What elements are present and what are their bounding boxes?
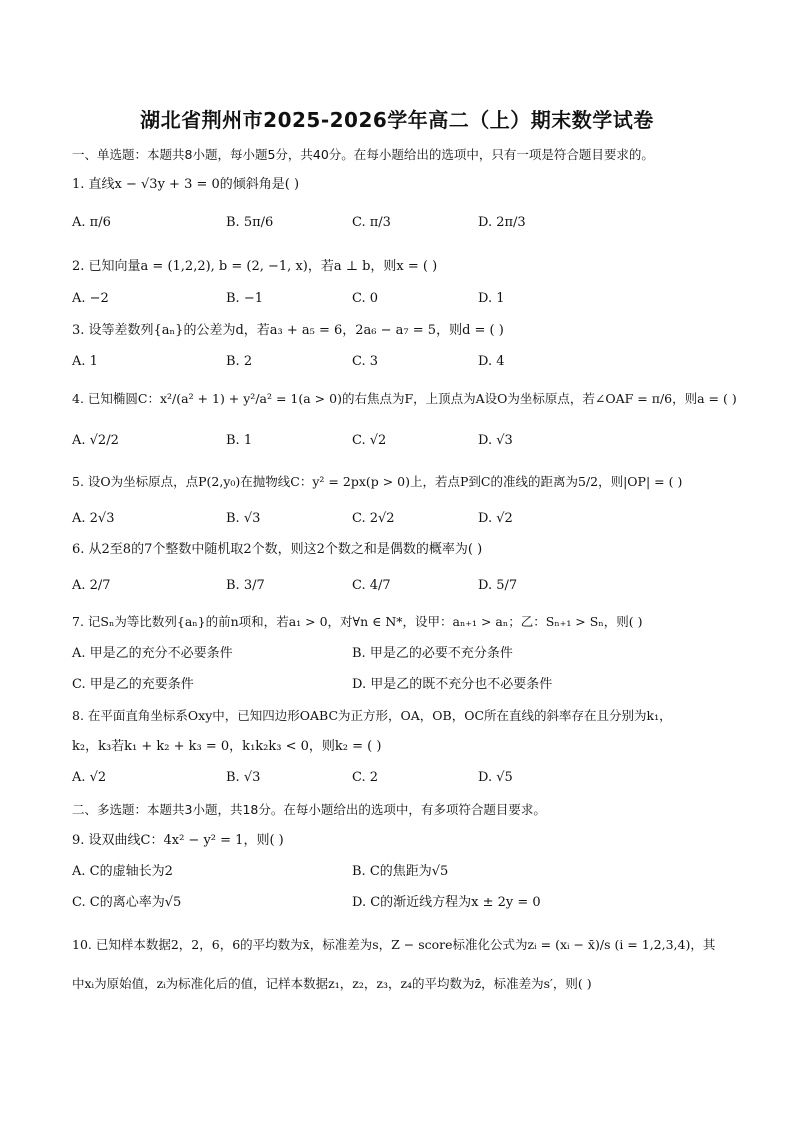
q6-option-b: B. 3/7 [226,578,265,593]
q5-option-c: C. 2√2 [352,511,395,526]
question-10-stem-line1: 10. 已知样本数据2，2，6，6的平均数为x̄，标准差为s，Z − score标准化公式为zᵢ = (xᵢ − x̄)/s (i = 1,2,3,4)，其 [72,937,716,952]
q3-option-c: C. 3 [352,354,379,369]
q3-option-b: B. 2 [226,354,253,369]
section-2-heading: 二、多选题：本题共3小题，共18分。在每小题给出的选项中，有多项符合题目要求。 [72,802,546,817]
question-9-stem: 9. 设双曲线C：4x² − y² = 1，则( ) [72,833,284,848]
q9-option-c: C. C的离心率为√5 [72,895,182,910]
q2-option-c: C. 0 [352,291,379,306]
question-2-stem: 2. 已知向量a = (1,2,2), b = (2, −1, x)，若a ⊥ b，则x = ( ) [72,259,438,274]
question-5-stem: 5. 设O为坐标原点，点P(2,y₀)在抛物线C：y² = 2px(p > 0)上，若点P到C的准线的距离为5/2，则|OP| = ( ) [72,474,683,489]
q5-option-b: B. √3 [226,511,261,526]
q7-option-b: B. 甲是乙的必要不充分条件 [352,646,513,661]
q7-option-a: A. 甲是乙的充分不必要条件 [72,646,233,661]
q5-option-d: D. √2 [478,511,513,526]
q1-option-c: C. π/3 [352,215,391,230]
q7-option-d: D. 甲是乙的既不充分也不必要条件 [352,677,553,692]
q1-option-d: D. 2π/3 [478,215,526,230]
q3-option-a: A. 1 [72,354,98,369]
q1-option-a: A. π/6 [72,215,111,230]
q9-option-b: B. C的焦距为√5 [352,864,449,879]
q4-option-c: C. √2 [352,433,387,448]
q2-option-a: A. −2 [72,291,109,306]
q8-option-b: B. √3 [226,770,261,785]
q5-option-a: A. 2√3 [72,511,115,526]
q7-option-c: C. 甲是乙的充要条件 [72,677,194,692]
q8-option-c: C. 2 [352,770,379,785]
question-3-stem: 3. 设等差数列{aₙ}的公差为d，若a₃ + a₅ = 6，2a₆ − a₇ = 5，则d = ( ) [72,323,504,338]
q1-option-b: B. 5π/6 [226,215,274,230]
q3-option-d: D. 4 [478,354,505,369]
question-8-stem-line2: k₂，k₃若k₁ + k₂ + k₃ = 0，k₁k₂k₃ < 0，则k₂ = ( ) [72,739,382,754]
q9-option-d: D. C的渐近线方程为x ± 2y = 0 [352,895,541,910]
q6-option-a: A. 2/7 [72,578,111,593]
page-title: 湖北省荆州市2025-2026学年高二（上）期末数学试卷 [140,108,654,132]
question-8-stem-line1: 8. 在平面直角坐标系Oxy中，已知四边形OABC为正方形，OA，OB，OC所在直线的斜率存在且分别为k₁， [72,708,672,723]
q6-option-c: C. 4/7 [352,578,391,593]
question-6-stem: 6. 从2至8的7个整数中随机取2个数，则这2个数之和是偶数的概率为( ) [72,542,483,557]
q9-option-a: A. C的虚轴长为2 [72,864,173,879]
q8-option-d: D. √5 [478,770,513,785]
question-4-stem: 4. 已知椭圆C：x²/(a² + 1) + y²/a² = 1(a > 0)的右焦点为F，上顶点为A设O为坐标原点，若∠OAF = π/6，则a = ( ) [72,391,737,406]
q4-option-a: A. √2/2 [72,433,119,448]
q2-option-d: D. 1 [478,291,505,306]
q6-option-d: D. 5/7 [478,578,518,593]
q4-option-b: B. 1 [226,433,253,448]
question-10-stem-line2: 中xᵢ为原始值，zᵢ为标准化后的值，记样本数据z₁，z₂，z₃，z₄的平均数为z̄，标准差为s′，则( ) [72,976,592,991]
q2-option-b: B. −1 [226,291,263,306]
q8-option-a: A. √2 [72,770,107,785]
section-1-heading: 一、单选题：本题共8小题，每小题5分，共40分。在每小题给出的选项中，只有一项是符合题目要求的。 [72,147,654,162]
question-7-stem: 7. 记Sₙ为等比数列{aₙ}的前n项和，若a₁ > 0，对∀n ∈ N*，设甲：aₙ₊₁ > aₙ；乙：Sₙ₊₁ > Sₙ，则( ) [72,614,643,629]
q4-option-d: D. √3 [478,433,513,448]
question-1-stem: 1. 直线x − √3y + 3 = 0的倾斜角是( ) [72,177,300,192]
